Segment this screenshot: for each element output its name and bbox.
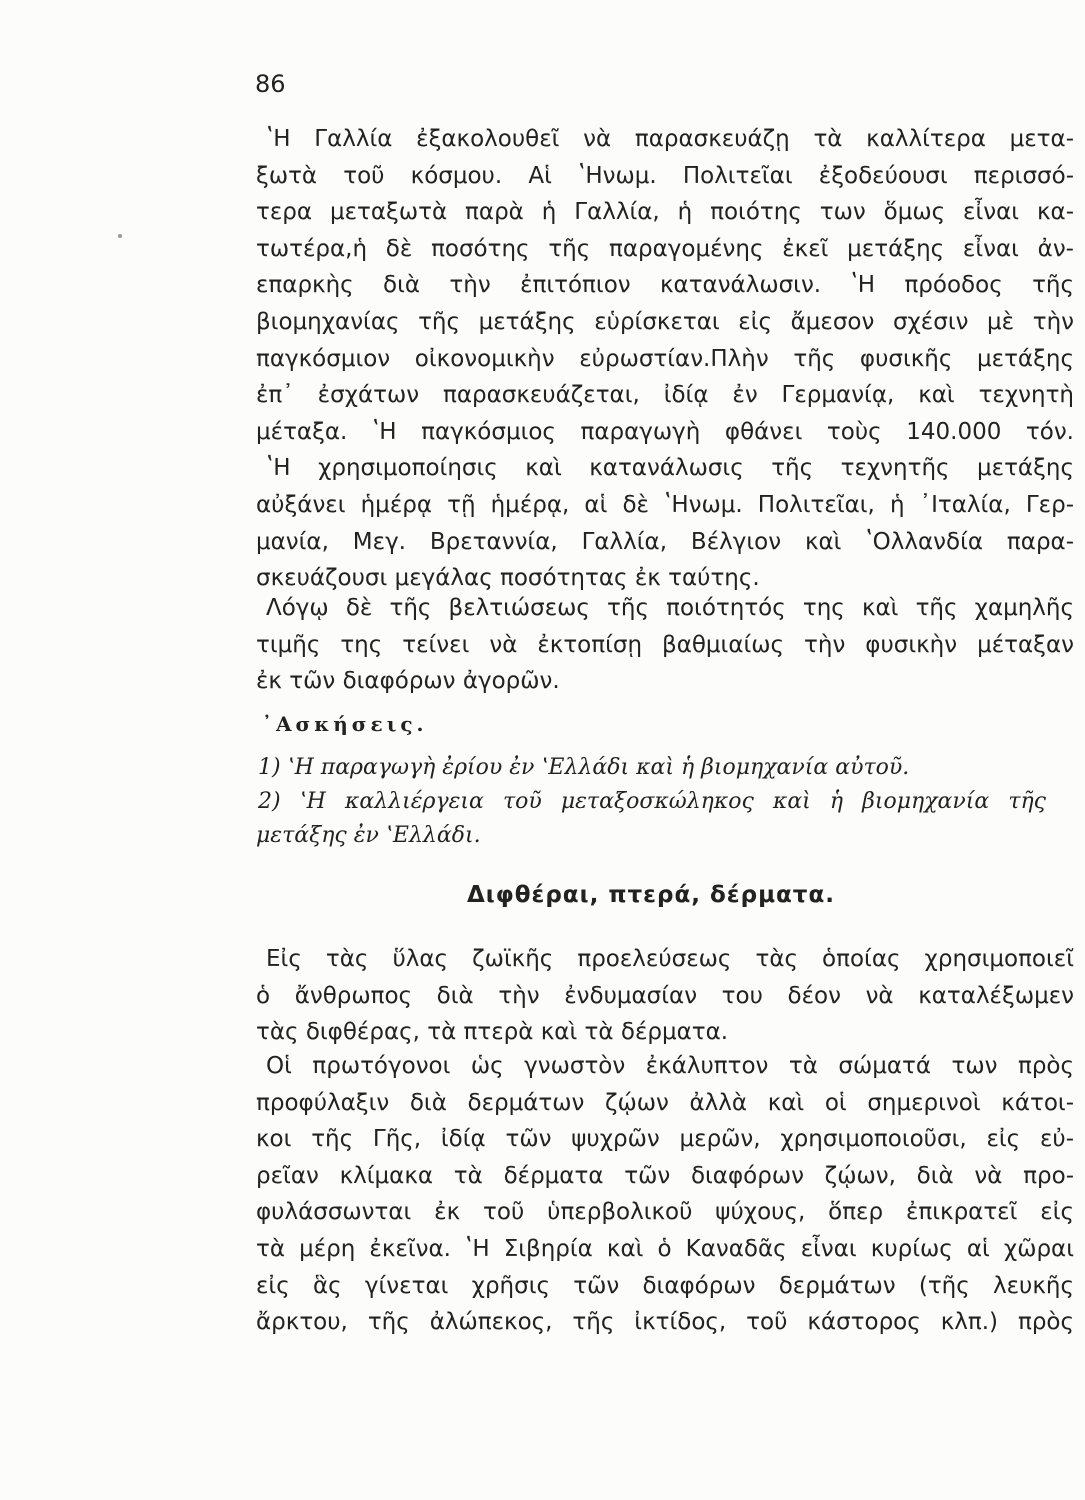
text-line: τὰς διφθέρας, τὰ πτερὰ καὶ τὰ δέρματα. bbox=[256, 1019, 729, 1046]
text-line: μανία, Μεγ. Βρεταννία, Γαλλία, Βέλγιον καὶ ʽΟλλανδία παρα- bbox=[256, 528, 1074, 555]
text-line: ἐπ᾿ ἐσχάτων παρασκευάζεται, ἰδίᾳ ἐν Γερμανίᾳ, καὶ τεχνητὴ bbox=[256, 382, 1074, 409]
text-line: ἐκ τῶν διαφόρων ἀγορῶν. bbox=[256, 668, 560, 695]
text-line: Εἰς τὰς ὕλας ζωϊκῆς προελεύσεως τὰς ὁποίας χρησιμοποιεῖ bbox=[266, 946, 1074, 972]
text-line: ʽΗ Γαλλία ἐξακολουθεῖ νὰ παρασκευάζῃ τὰ καλλίτερα μετα- bbox=[266, 126, 1074, 152]
text-line: ρεῖαν κλίμακα τὰ δέρματα τῶν διαφόρων ζῴων, διὰ νὰ προ- bbox=[256, 1162, 1074, 1189]
margin-speck bbox=[118, 234, 122, 238]
text-line: κοι τῆς Γῆς, ἰδίᾳ τῶν ψυχρῶν μερῶν, χρησιμοποιοῦσι, εἰς εὐ- bbox=[256, 1126, 1074, 1153]
exercise-item: 2) ʽΗ καλλιέργεια τοῦ μεταξοσκώληκος καὶ ἡ βιομηχανία τῆς bbox=[258, 789, 1046, 814]
text-line: σκευάζουσι μεγάλας ποσότητας ἐκ ταύτης. bbox=[256, 565, 760, 592]
text-line: ʽΗ χρησιμοποίησις καὶ κατανάλωσις τῆς τεχνητῆς μετάξης bbox=[266, 455, 1074, 482]
text-line: προφύλαξιν διὰ δερμάτων ζῴων ἀλλὰ καὶ οἱ σημερινοὶ κάτοι- bbox=[256, 1089, 1074, 1116]
paragraph-artificial-silk bbox=[256, 590, 1074, 700]
text-line: φυλάσσωνται ἐκ τοῦ ὑπερβολικοῦ ψύχους, ὅπερ ἐπικρατεῖ εἰς bbox=[256, 1199, 1074, 1226]
paragraph-animal-skins bbox=[256, 1048, 1074, 1341]
text-line: τερα μεταξωτὰ παρὰ ἡ Γαλλία, ἡ ποιότης των ὅμως εἶναι κα- bbox=[256, 199, 1074, 226]
text-line: παγκόσμιον οἰκονομικὴν εὐρωστίαν.Πλὴν τῆς φυσικῆς μετάξης bbox=[256, 345, 1074, 372]
exercises-heading: ᾽Ασκήσεις. bbox=[262, 712, 428, 736]
text-line: τιμῆς της τείνει νὰ ἐκτοπίσῃ βαθμιαίως τὴν φυσικὴν μέταξαν bbox=[256, 631, 1074, 658]
section-title: Διφθέραι, πτερά, δέρματα. bbox=[466, 882, 836, 908]
exercise-item: 1) ʽΗ παραγωγὴ ἐρίου ἐν ʽΕλλάδι καὶ ἡ βιομηχανία αὐτοῦ. bbox=[258, 755, 910, 780]
exercise-item-continuation: μετάξης ἐν ʽΕλλάδι. bbox=[256, 823, 481, 848]
text-line: τωτέρα,ἡ δὲ ποσότης τῆς παραγομένης ἐκεῖ μετάξης εἶναι ἀν- bbox=[256, 235, 1074, 262]
text-line: Λόγῳ δὲ τῆς βελτιώσεως τῆς ποιότητός της καὶ τῆς χαμηλῆς bbox=[266, 595, 1074, 621]
text-line: μέταξα. ʽΗ παγκόσμιος παραγωγὴ φθάνει τοὺς 140.000 τόν. bbox=[256, 418, 1074, 445]
text-line: ἄρκτου, τῆς ἀλώπεκος, τῆς ἰκτίδος, τοῦ κάστορος κλπ.) πρὸς bbox=[256, 1309, 1074, 1336]
text-line: Οἱ πρωτόγονοι ὡς γνωστὸν ἐκάλυπτον τὰ σώματά των πρὸς bbox=[266, 1053, 1074, 1079]
text-line: αὐξάνει ἡμέρᾳ τῇ ἡμέρᾳ, αἱ δὲ ʽΗνωμ. Πολιτεῖαι, ἡ ᾽Ιταλία, Γερ- bbox=[256, 491, 1074, 518]
text-line: τὰ μέρη ἐκεῖνα. ʽΗ Σιβηρία καὶ ὁ Καναδᾶς εἶναι κυρίως αἱ χῶραι bbox=[256, 1235, 1074, 1262]
page-number: 86 bbox=[255, 70, 286, 98]
text-line: εἰς ἃς γίνεται χρῆσις τῶν διαφόρων δερμάτων (τῆς λευκῆς bbox=[256, 1272, 1074, 1299]
paragraph-animal-materials bbox=[256, 941, 1074, 1051]
text-line: επαρκὴς διὰ τὴν ἐπιτόπιον κατανάλωσιν. ʽΗ πρόοδος τῆς bbox=[256, 272, 1074, 299]
text-line: ὁ ἄνθρωπος διὰ τὴν ἐνδυμασίαν του δέον νὰ καταλέξωμεν bbox=[256, 982, 1074, 1009]
text-line: ξωτὰ τοῦ κόσμου. Αἱ ʽΗνωμ. Πολιτεῖαι ἐξοδεύουσι περισσό- bbox=[256, 162, 1074, 189]
paragraph-silk-production bbox=[256, 121, 1074, 597]
text-line: βιομηχανίας τῆς μετάξης εὑρίσκεται εἰς ἄμεσον σχέσιν μὲ τὴν bbox=[256, 308, 1074, 335]
exercises-list bbox=[256, 751, 1046, 853]
